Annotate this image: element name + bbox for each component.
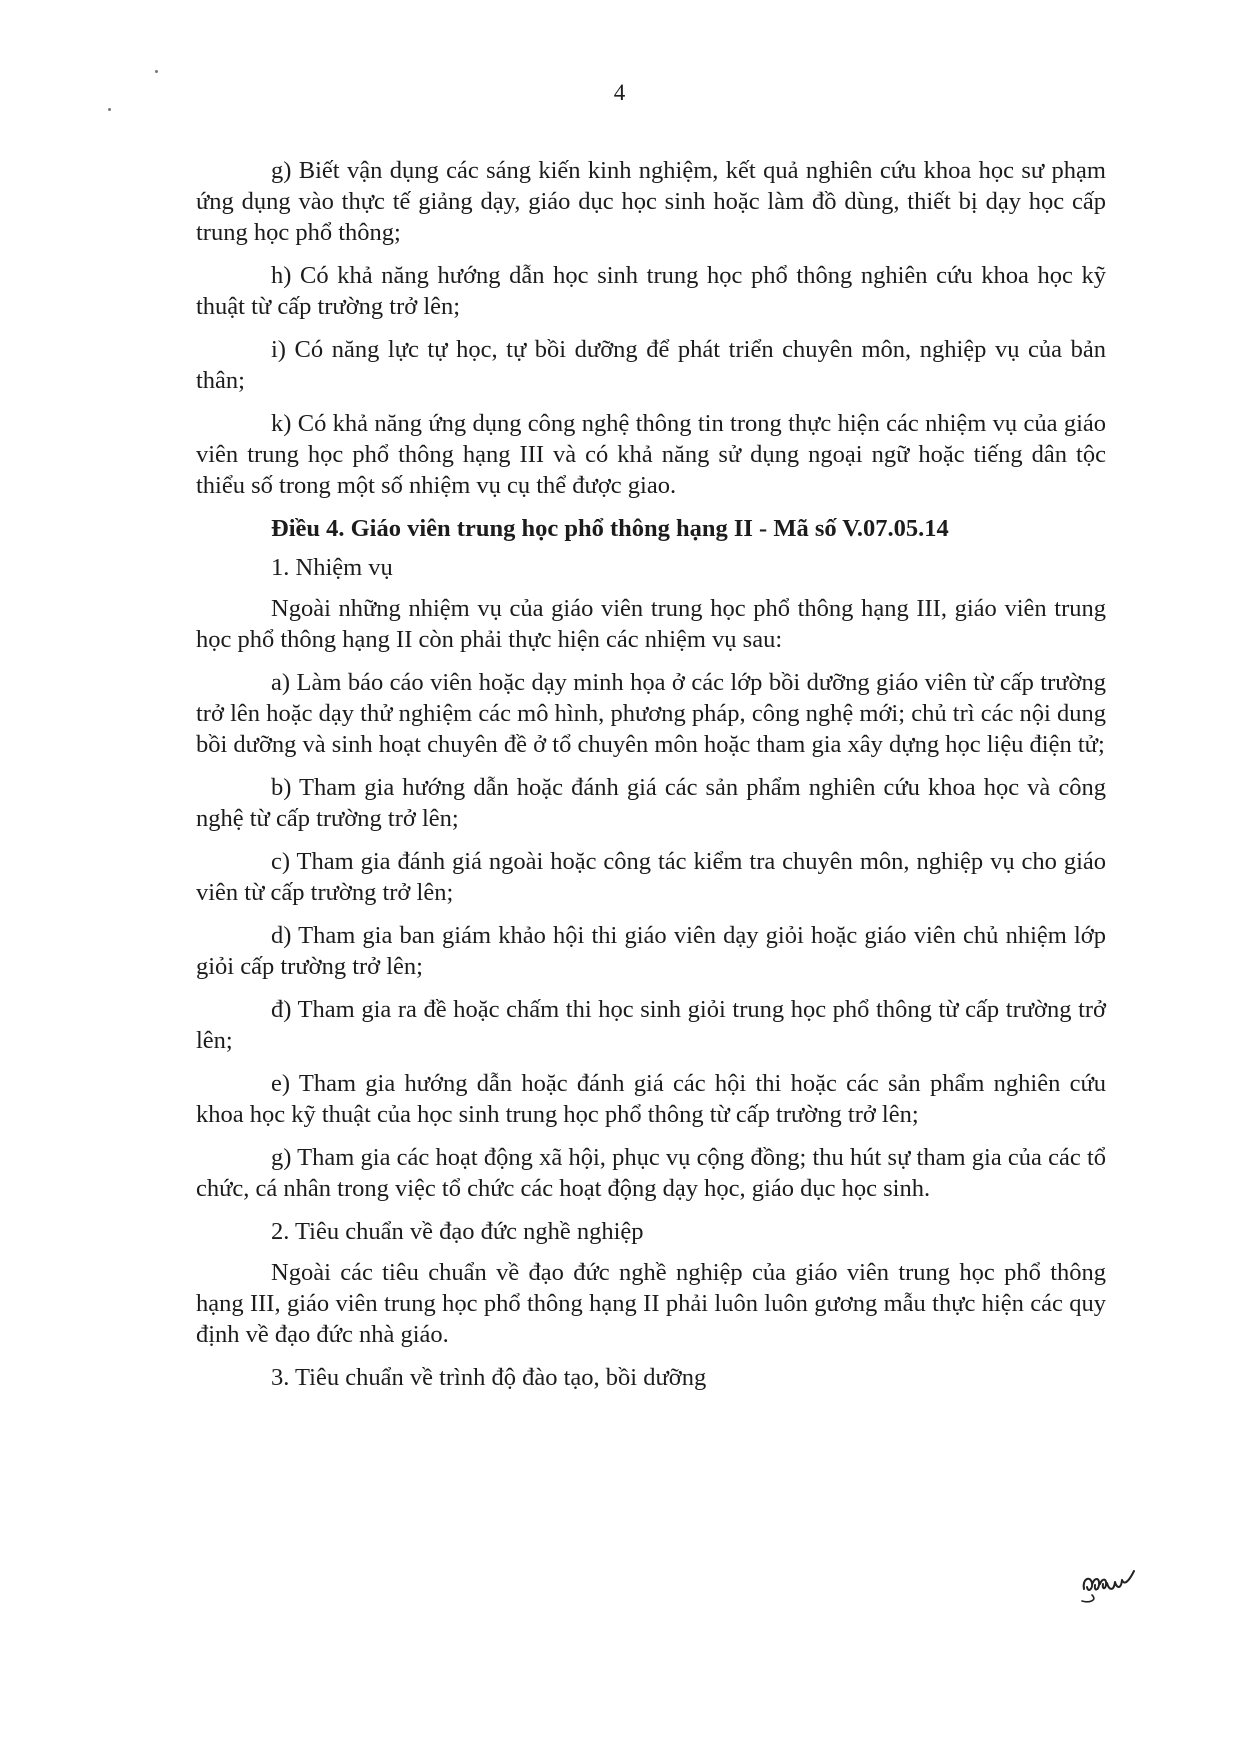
paragraph-duties-intro: Ngoài những nhiệm vụ của giáo viên trung học phổ thông hạng III, giáo viên trung học phổ thông hạng II còn phải thực hiện các nhiệm vụ sau:: [196, 595, 1106, 653]
page-number: 4: [613, 80, 626, 105]
paragraph-h-guide-research: h) Có khả năng hướng dẫn học sinh trung học phổ thông nghiên cứu khoa học kỹ thuật từ cấp trường trở lên;: [196, 262, 1106, 320]
signature-initials: [1078, 1565, 1138, 1605]
paragraph-ethics-standards: Ngoài các tiêu chuẩn về đạo đức nghề nghiệp của giáo viên trung học phổ thông hạng III, giáo viên trung học phổ thông hạng II phải luôn luôn gương mẫu thực hiện các quy định về đạo đức nhà giáo.: [196, 1259, 1106, 1348]
scan-speck: [155, 70, 158, 73]
paragraph-g-apply-initiatives: g) Biết vận dụng các sáng kiến kinh nghiệm, kết quả nghiên cứu khoa học sư phạm ứng dụng vào thực tế giảng dạy, giáo dục học sinh hoặc làm đồ dùng, thiết bị dạy học cấp trung học phổ thông;: [196, 157, 1106, 246]
paragraph-b-guide-evaluate: b) Tham gia hướng dẫn hoặc đánh giá các sản phẩm nghiên cứu khoa học và công nghệ từ cấp trường trở lên;: [196, 774, 1106, 832]
paragraph-i-self-study: i) Có năng lực tự học, tự bồi dưỡng để phát triển chuyên môn, nghiệp vụ của bản thân;: [196, 336, 1106, 394]
paragraph-g-social-activities: g) Tham gia các hoạt động xã hội, phục vụ cộng đồng; thu hút sự tham gia của các tổ chức, cá nhân trong việc tổ chức các hoạt động dạy học, giáo dục học sinh.: [196, 1144, 1106, 1202]
section-1-duties: 1. Nhiệm vụ: [271, 554, 393, 581]
paragraph-e-competitions: e) Tham gia hướng dẫn hoặc đánh giá các hội thi hoặc các sản phẩm nghiên cứu khoa học kỹ thuật của học sinh trung học phổ thông từ cấp trường trở lên;: [196, 1070, 1106, 1128]
paragraph-a-reporter: a) Làm báo cáo viên hoặc dạy minh họa ở các lớp bồi dưỡng giáo viên từ cấp trường trở lên hoặc dạy thử nghiệm các mô hình, phương pháp, công nghệ mới; chủ trì các nội dung bồi dưỡng và sinh hoạt chuyên đề ở tổ chuyên môn hoặc tham gia xây dựng học liệu điện tử;: [196, 669, 1106, 758]
paragraph-dd-exam: đ) Tham gia ra đề hoặc chấm thi học sinh giỏi trung học phổ thông từ cấp trường trở lên;: [196, 996, 1106, 1054]
paragraph-c-external-evaluation: c) Tham gia đánh giá ngoài hoặc công tác kiểm tra chuyên môn, nghiệp vụ cho giáo viên từ cấp trường trở lên;: [196, 848, 1106, 906]
scan-speck: [108, 108, 111, 111]
article-4-heading: Điều 4. Giáo viên trung học phổ thông hạng II - Mã số V.07.05.14: [271, 515, 949, 542]
paragraph-k-it-language: k) Có khả năng ứng dụng công nghệ thông tin trong thực hiện các nhiệm vụ của giáo viên trung học phổ thông hạng III và có khả năng sử dụng ngoại ngữ hoặc tiếng dân tộc thiểu số trong một số nhiệm vụ cụ thể được giao.: [196, 410, 1106, 499]
section-3-training: 3. Tiêu chuẩn về trình độ đào tạo, bồi dưỡng: [271, 1364, 707, 1391]
section-2-ethics: 2. Tiêu chuẩn về đạo đức nghề nghiệp: [271, 1218, 644, 1245]
document-body: [196, 155, 1106, 1403]
paragraph-d-jury: d) Tham gia ban giám khảo hội thi giáo viên dạy giỏi hoặc giáo viên chủ nhiệm lớp giỏi cấp trường trở lên;: [196, 922, 1106, 980]
